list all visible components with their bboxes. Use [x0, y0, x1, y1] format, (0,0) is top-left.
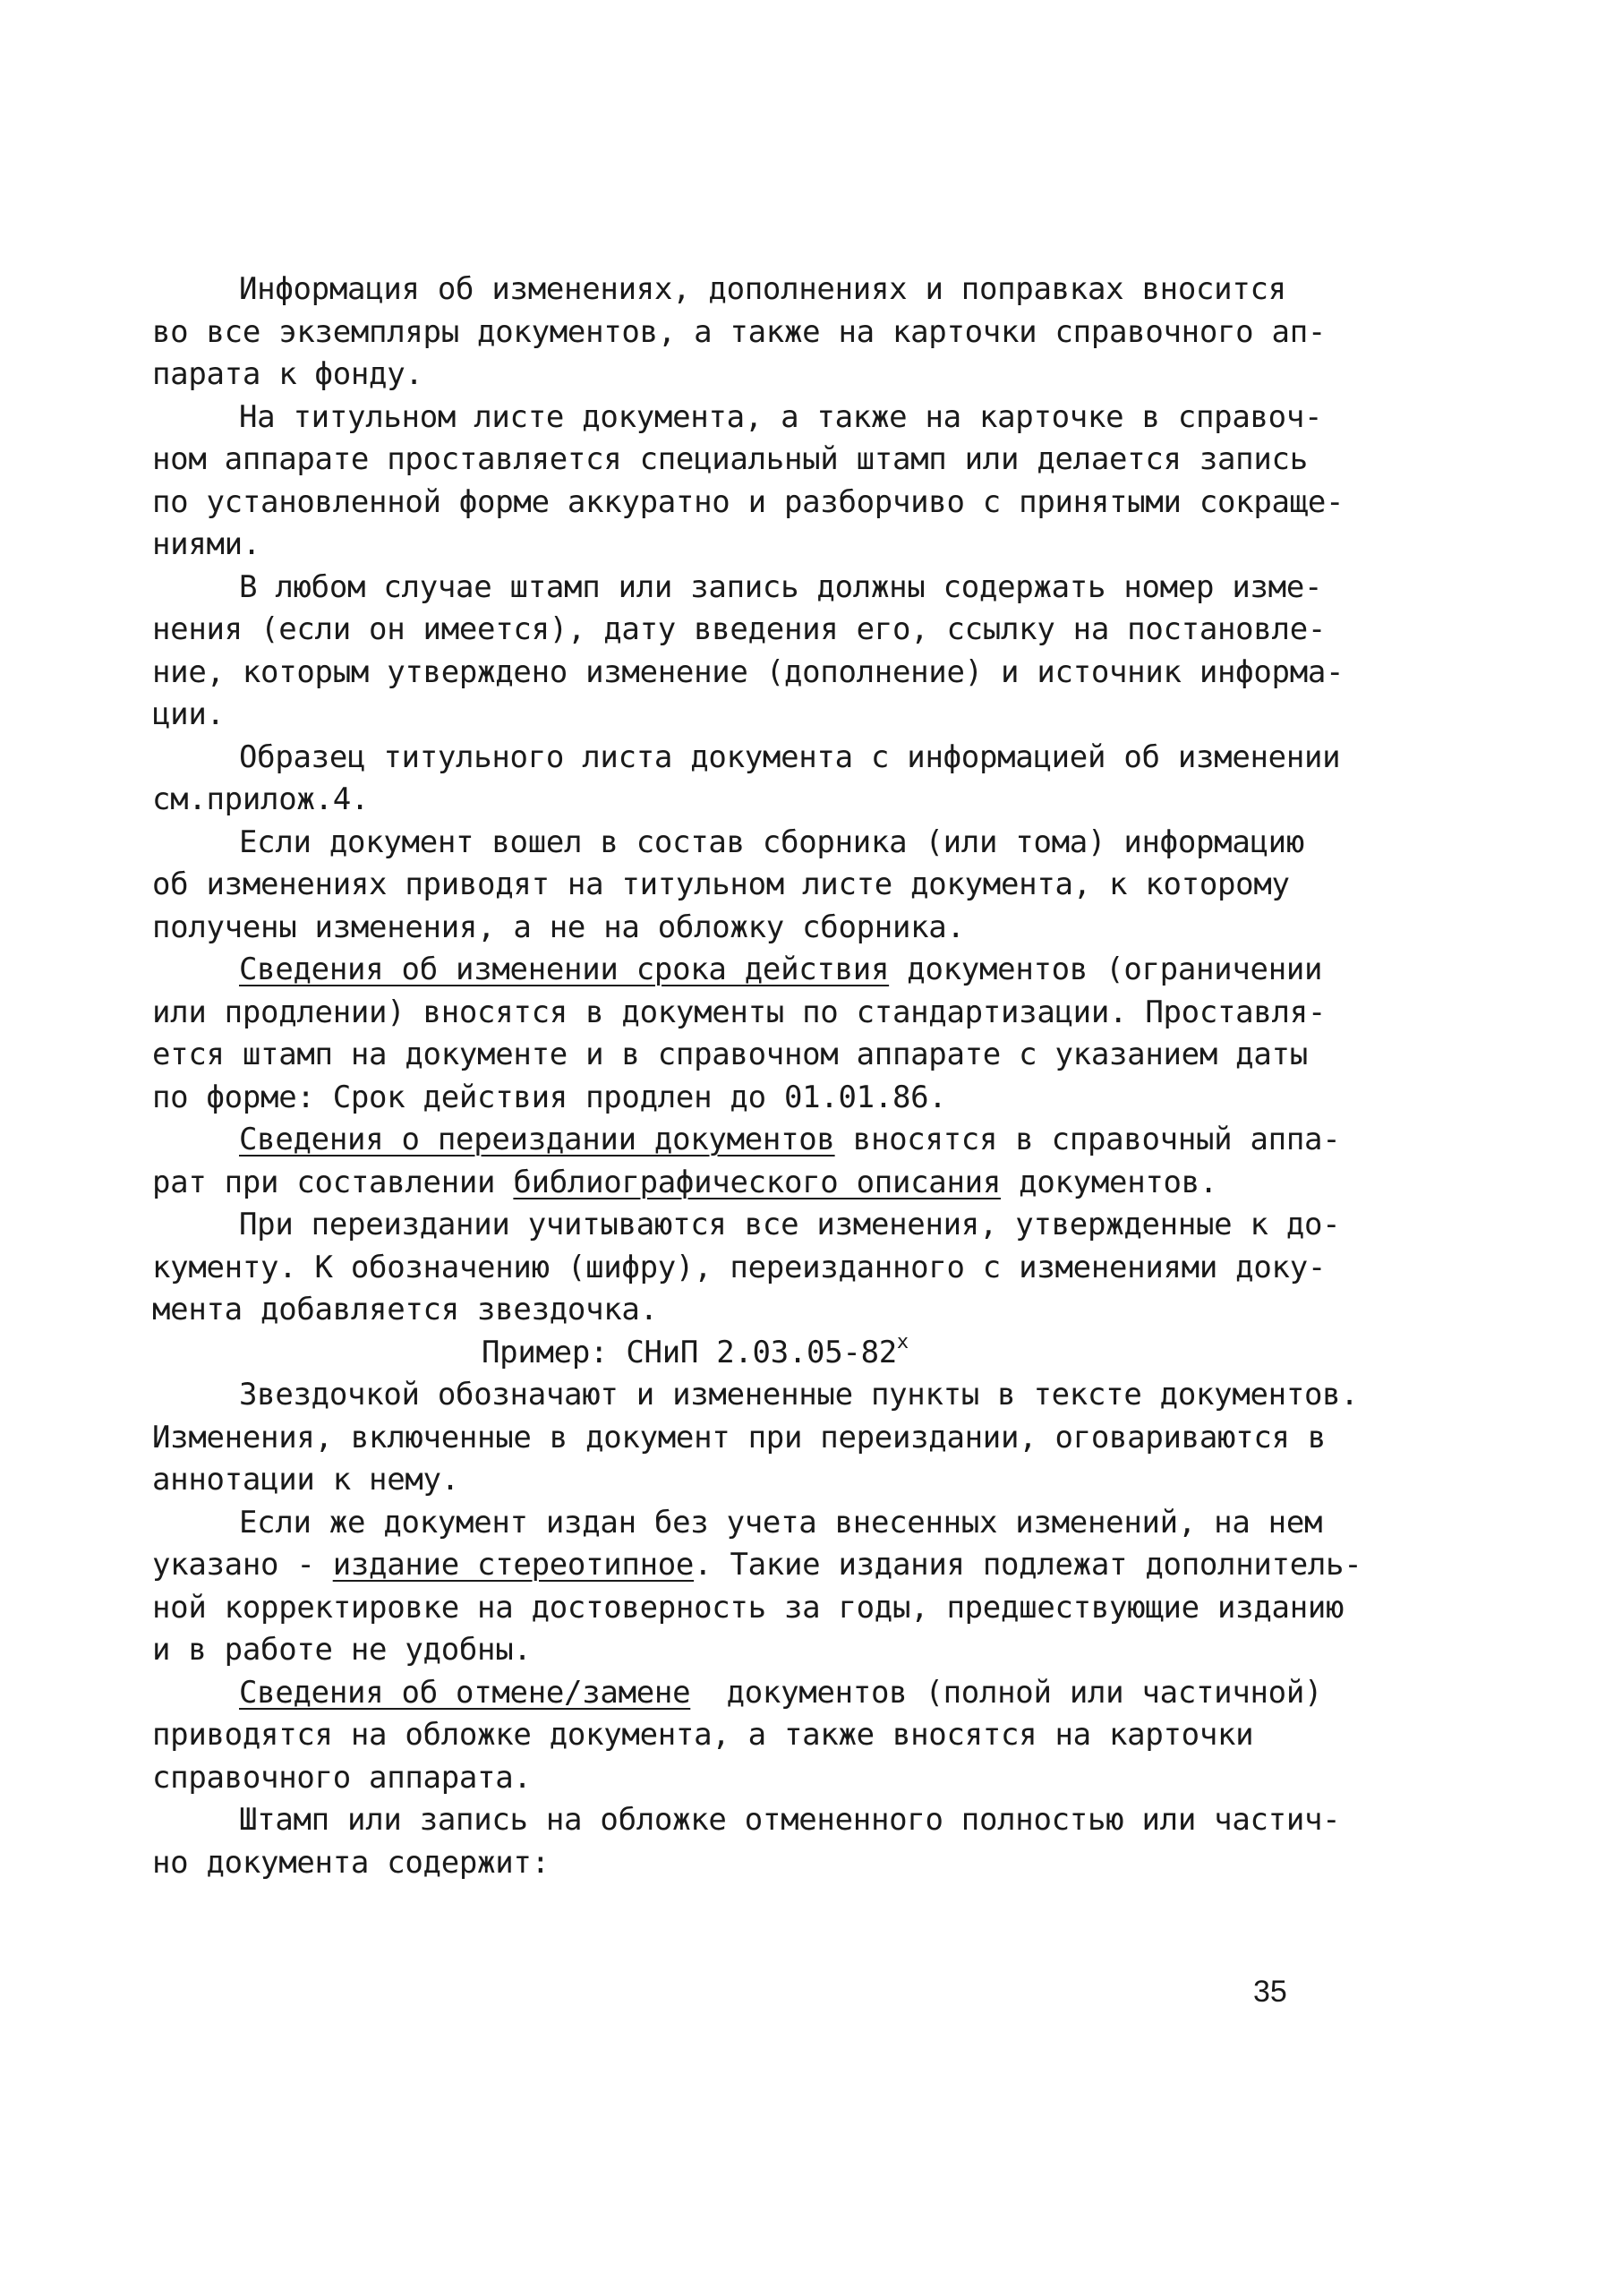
text-line: Образец титульного листа документа с информацией об изменении	[239, 738, 1341, 775]
text-line: приводятся на обложке документа, а также вносятся на карточки	[152, 1717, 1254, 1753]
underlined-term: Сведения об изменении срока действия	[239, 952, 890, 987]
text-line	[152, 1119, 1341, 1162]
text-fragment: документов (ограничении	[889, 952, 1323, 987]
text-fragment: указано -	[152, 1547, 333, 1583]
text-line: но документа содержит:	[152, 1844, 550, 1881]
document-body	[152, 269, 1362, 1884]
underlined-term: Сведения об отмене/замене	[239, 1674, 691, 1711]
text-line: нения (если он имеется), дату введения его, ссылку на постановле-	[152, 611, 1327, 647]
text-line: и в работе не удобны.	[152, 1632, 532, 1668]
text-line: Если документ вошел в состав сборника (или тома) информацию	[239, 824, 1305, 860]
text-line: ном аппарате проставляется специальный штамп или делается запись	[152, 441, 1308, 477]
text-line: по форме: Срок действия продлен до 01.01.86.	[152, 1079, 947, 1115]
text-line: кументу. К обозначению (шифру), переизданного с изменениями доку-	[152, 1249, 1327, 1285]
text-fragment: вносятся в справочный аппа-	[834, 1122, 1341, 1157]
text-line	[152, 1672, 1334, 1715]
text-line: Информация об изменениях, дополнениях и поправках вносится	[239, 271, 1286, 307]
text-line: При переиздании учитываются все изменения, утвержденные к до-	[239, 1207, 1341, 1242]
text-line: справочного аппарата.	[152, 1759, 532, 1796]
text-line: Звездочкой обозначают и измененные пункты в тексте документов.	[239, 1377, 1359, 1413]
text-fragment: рат при составлении	[152, 1164, 514, 1200]
underlined-term: Сведения о переиздании документов	[239, 1122, 835, 1157]
text-line: см.прилож.4.	[152, 781, 370, 817]
underlined-term: издание стереотипное	[332, 1547, 695, 1583]
text-line: или продлении) вносятся в документы по стандартизации. Проставля-	[152, 994, 1327, 1030]
text-line	[152, 949, 1334, 992]
text-line: Штамп или запись на обложке отмененного полностью или частич-	[239, 1802, 1341, 1838]
text-line: В любом случае штамп или запись должны содержать номер изме-	[239, 568, 1323, 605]
page-number: 35	[1253, 1975, 1287, 2009]
underlined-term: библиографического описания	[513, 1164, 1001, 1200]
text-fragment: документов.	[1001, 1164, 1218, 1200]
text-line: На титульном листе документа, а также на карточке в справоч-	[239, 398, 1323, 435]
example-text: Пример: СНиП 2.03.05-82	[482, 1334, 897, 1370]
text-line: ниями.	[152, 526, 261, 562]
text-line: ной корректировке на достоверность за годы, предшествующие изданию	[152, 1589, 1345, 1626]
text-line: во все экземпляры документов, а также на карточки справочного ап-	[152, 313, 1327, 350]
text-fragment: документов (полной или частичной)	[690, 1674, 1323, 1711]
example-line	[152, 1332, 1334, 1375]
text-line: аннотации к нему.	[152, 1462, 459, 1498]
text-line: по установленной форме аккуратно и разборчиво с принятыми сокраще-	[152, 483, 1345, 520]
text-line: об изменениях приводят на титульном листе документа, к которому	[152, 866, 1290, 902]
text-fragment: . Такие издания подлежат дополнитель-	[694, 1547, 1362, 1583]
text-line: ние, которым утверждено изменение (дополнение) и источник информа-	[152, 653, 1345, 690]
text-line: мента добавляется звездочка.	[152, 1292, 658, 1327]
text-line: Если же документ издан без учета внесенных изменений, на нем	[239, 1504, 1323, 1541]
text-line: ется штамп на документе и в справочном аппарате с указанием даты	[152, 1037, 1308, 1072]
example-superscript: x	[896, 1330, 909, 1353]
text-line	[152, 1544, 1362, 1587]
text-line: Изменения, включенные в документ при переиздании, оговариваются в	[152, 1419, 1327, 1455]
text-line: парата к фонду.	[152, 356, 423, 392]
text-line: ции.	[152, 696, 225, 732]
text-line	[152, 1162, 1334, 1205]
text-line: получены изменения, а не на обложку сборника.	[152, 909, 965, 945]
